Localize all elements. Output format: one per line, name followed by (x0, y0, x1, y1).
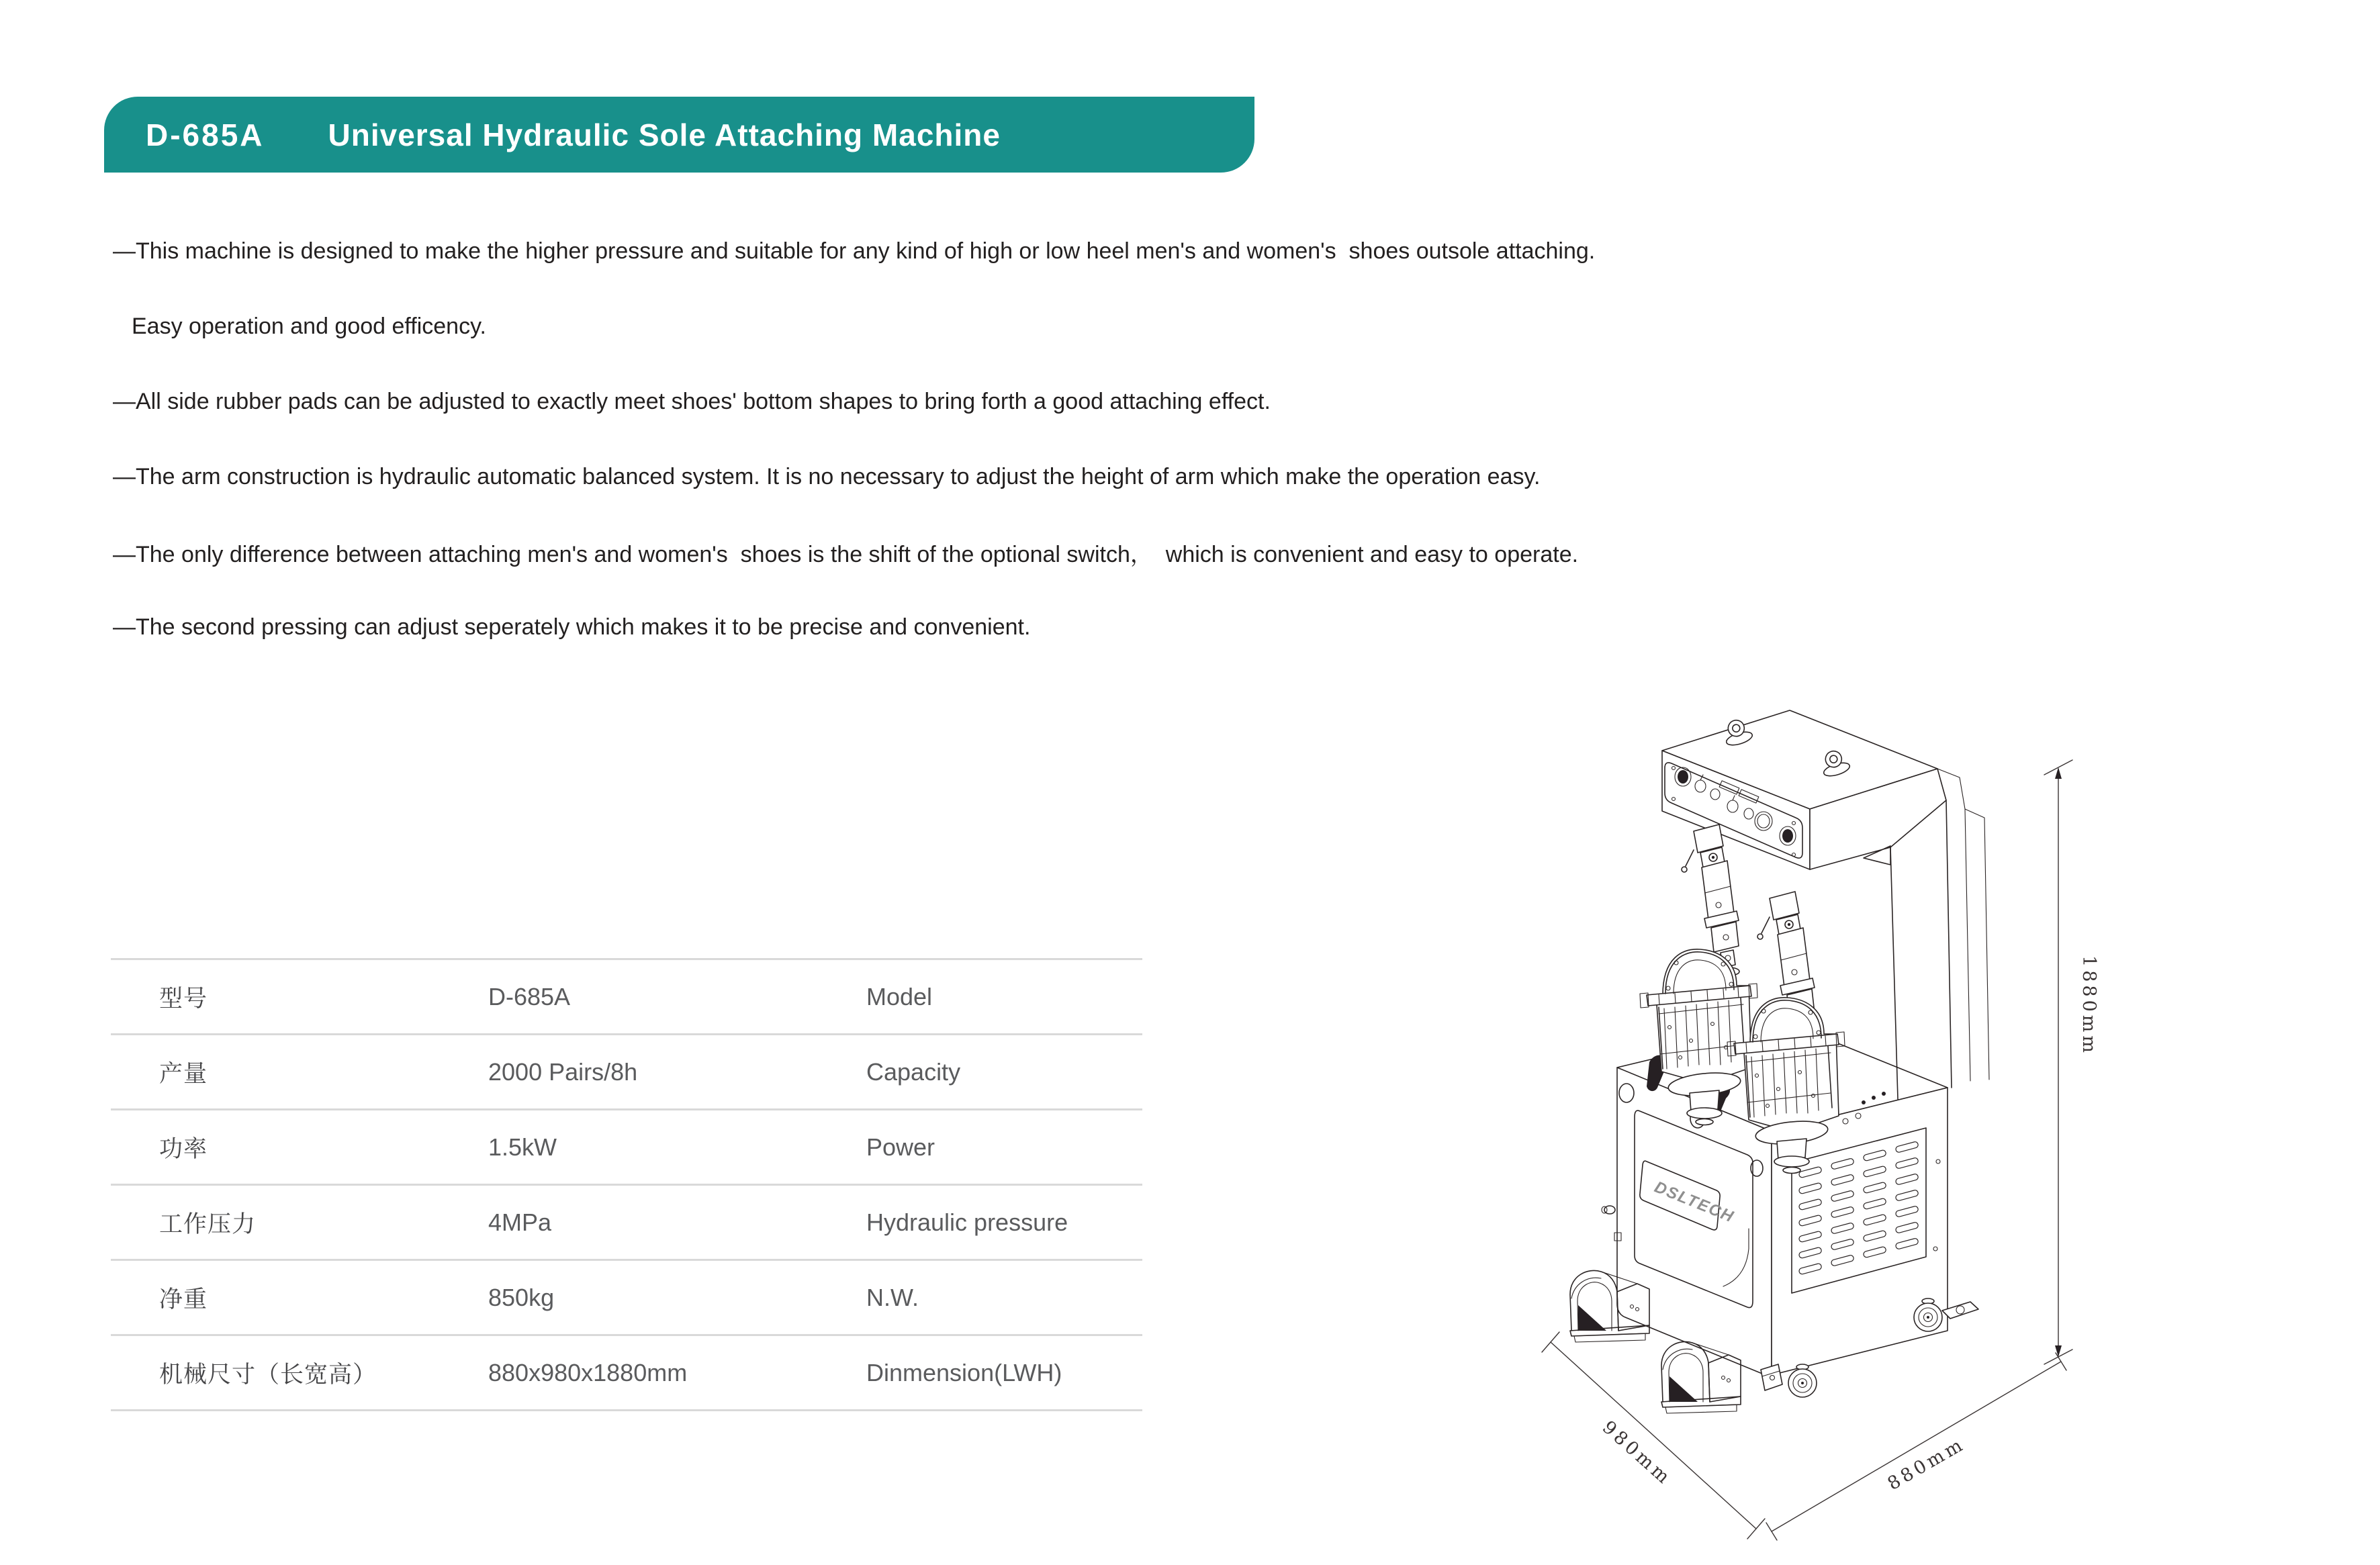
spec-label-en: Model (866, 982, 933, 1010)
model-code: D-685A (146, 117, 265, 152)
title-banner (104, 97, 1254, 173)
dim-height-label: 1880mm (2078, 955, 2099, 1056)
spec-label-cn: 功率 (159, 1135, 208, 1162)
spec-label-cn: 产量 (159, 1060, 208, 1087)
table-row (111, 1035, 1142, 1110)
spec-table (111, 958, 1142, 1411)
feature-line: —All side rubber pads can be adjusted to exactly meet shoes' bottom shapes to bring forth a good attaching effect. (113, 388, 1271, 414)
feature-line: —The arm construction is hydraulic automatic balanced system. It is no necessary to adjust the height of arm which make the operation easy. (113, 463, 1541, 489)
spec-value: 850kg (488, 1283, 555, 1311)
table-row (111, 1110, 1142, 1186)
feature-line: —The only difference between attaching men's and women's shoes is the shift of the optional switch， which is convenient and easy to operate. (113, 541, 1579, 567)
feature-line: Easy operation and good efficency. (132, 313, 486, 339)
spec-label-en: Dinmension(LWH) (866, 1358, 1062, 1386)
spec-label-en: N.W. (866, 1283, 919, 1311)
spec-label-cn: 工作压力 (159, 1211, 257, 1237)
spec-label-cn: 型号 (159, 985, 208, 1012)
spec-value: 1.5kW (488, 1133, 557, 1161)
spec-label-en: Hydraulic pressure (866, 1208, 1068, 1236)
leveling-foot (1761, 1364, 1782, 1390)
table-row (111, 1261, 1142, 1336)
feature-list (113, 214, 2228, 665)
spec-value: 2000 Pairs/8h (488, 1057, 638, 1086)
dim-depth-label: 980mm (1598, 1417, 1676, 1490)
spec-label-en: Capacity (866, 1057, 961, 1086)
spec-value: 880x980x1880mm (488, 1358, 688, 1386)
spec-label-cn: 机械尺寸（长宽高） (159, 1361, 377, 1388)
brand-plate: DSLTECH (1651, 1178, 1737, 1227)
table-row (111, 960, 1142, 1035)
feature-line: —The second pressing can adjust seperately which makes it to be precise and convenient. (113, 614, 1031, 640)
dim-width-label: 880mm (1884, 1433, 1969, 1495)
spec-value: 4MPa (488, 1208, 552, 1236)
machine-line-drawing (1524, 692, 2102, 1551)
spec-value: D-685A (488, 982, 571, 1010)
table-row (111, 1186, 1142, 1261)
spec-label-en: Power (866, 1133, 935, 1161)
feature-line: —This machine is designed to make the higher pressure and suitable for any kind of high or low heel men's and women's shoes outsole attaching. (113, 238, 1596, 264)
page-title: Universal Hydraulic Sole Attaching Machine (328, 117, 1001, 152)
spec-label-cn: 净重 (159, 1286, 208, 1313)
table-row (111, 1336, 1142, 1411)
